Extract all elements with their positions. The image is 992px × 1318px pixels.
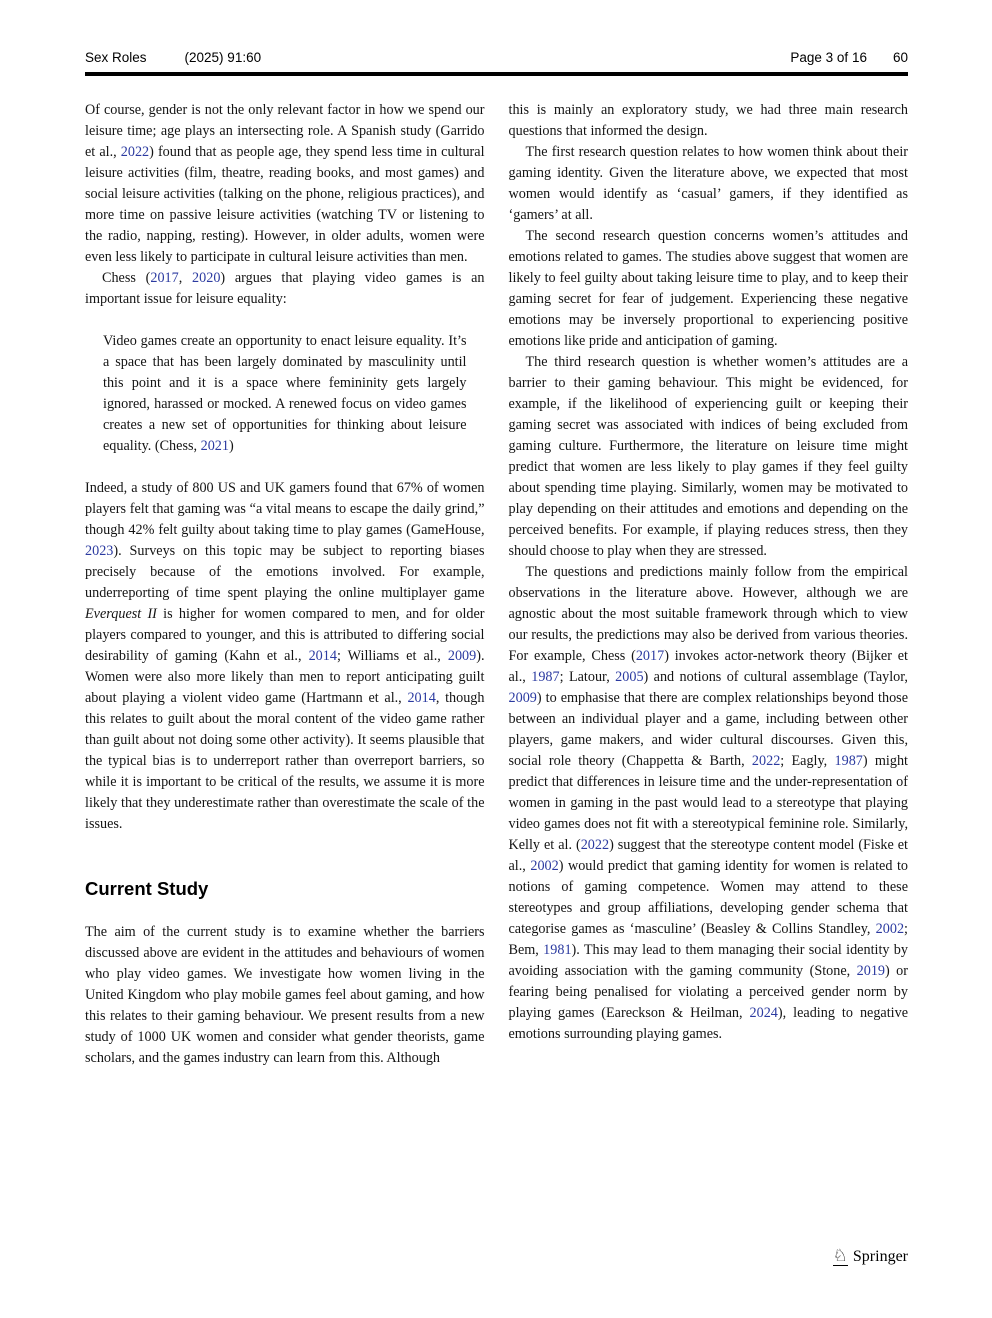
text-run: The questions and predictions mainly follow from the empirical observations in the literature above. However, although we are agnostic about the most suitable framework through which to view our results, the predictions may also be derived from various theories. For example, Chess ( bbox=[508, 563, 908, 664]
text-run: Of course, gender is not the only relevant factor in how we spend our leisure time; age plays an intersecting role. A Spanish study (Garrido et al., bbox=[85, 101, 485, 160]
citation-link[interactable]: 2005 bbox=[615, 668, 644, 685]
springer-knight-icon: ♘ bbox=[832, 1246, 848, 1265]
article-number: 60 bbox=[892, 50, 908, 65]
paragraph bbox=[85, 478, 485, 835]
citation-link[interactable]: 2022 bbox=[580, 836, 610, 853]
citation-link[interactable]: 1981 bbox=[543, 941, 572, 958]
paragraph bbox=[509, 142, 909, 226]
text-run: Video games create an opportunity to enact leisure equality. It’s a space that has been largely dominated by masculinity until this point and it is a space where femininity gets largely ignored, harassed or mocked. A renewed focus on video games creates a new set of opportunities for thinking about leisure equality. (Chess, bbox=[103, 332, 467, 454]
text-run: Indeed, a study of 800 US and UK gamers found that 67% of women players felt that gaming was “a vital means to escape the daily grind,” though 42% felt guilty about taking time to play games (GameHouse, bbox=[85, 479, 485, 538]
journal-title: Sex Roles bbox=[85, 50, 147, 65]
block-quote bbox=[103, 331, 467, 457]
citation-link[interactable]: 2002 bbox=[875, 920, 905, 937]
italic-text: Everquest II bbox=[85, 605, 157, 622]
citation-link[interactable]: 2014 bbox=[407, 689, 436, 706]
running-head-right bbox=[790, 50, 908, 65]
citation-link[interactable]: 1987 bbox=[834, 752, 863, 769]
citation-link[interactable]: 2022 bbox=[120, 143, 150, 160]
page-number: Page 3 of 16 bbox=[790, 50, 867, 65]
text-run: ). This may lead to them managing their social identity by avoiding association with the gaming community (Stone, bbox=[508, 941, 908, 979]
text-run: this is mainly an exploratory study, we had three main research questions that informed the design. bbox=[508, 101, 908, 139]
text-run: ; Williams et al., bbox=[336, 647, 448, 664]
citation-link[interactable]: 2017 bbox=[635, 647, 665, 664]
text-run: ; Eagly, bbox=[780, 752, 835, 769]
paragraph bbox=[509, 562, 909, 1045]
header-rule bbox=[85, 72, 908, 76]
citation-link[interactable]: 2017 bbox=[150, 269, 179, 286]
text-run: ). Surveys on this topic may be subject to reporting biases precisely because of the emotions involved. For example, underreporting of time spent playing the online multiplayer game bbox=[85, 542, 485, 601]
text-run: ) would predict that gaming identity for women is related to notions of gaming competence. Women may attend to these stereotypes and group affiliations, developing gender schema that categorise games as ‘masculine’ (Beasley & Collins Standley, bbox=[508, 857, 908, 937]
text-run: ) might predict that differences in leisure time and the under-representation of women in gaming in the past would lead to a stereotype that playing video games does not fit with a stereotypical feminine role. Similarly, Kelly et al. ( bbox=[508, 752, 908, 853]
citation-link[interactable]: 2020 bbox=[192, 269, 221, 286]
citation-link[interactable]: 2023 bbox=[85, 542, 114, 559]
paragraph bbox=[509, 352, 909, 562]
running-head bbox=[85, 50, 908, 65]
publisher-name: Springer bbox=[852, 1248, 908, 1265]
citation-link[interactable]: 2024 bbox=[749, 1004, 778, 1021]
text-run: ; Bem, bbox=[508, 920, 908, 958]
journal-citation: (2025) 91:60 bbox=[184, 50, 262, 65]
publisher-footer bbox=[833, 1247, 908, 1266]
text-run: , though this relates to guilt about the moral content of the video game rather than guilt about not doing some other activity). It seems plausible that the typical bias is to underreport rather than overreport barriers, so while it is important to be critical of the results, we assume it is more likely that they underestimate rather than overestimate the scale of the issues. bbox=[85, 689, 485, 832]
citation-link[interactable]: 2022 bbox=[751, 752, 781, 769]
paragraph bbox=[509, 100, 909, 142]
paragraph bbox=[509, 226, 909, 352]
paragraph bbox=[85, 100, 485, 268]
text-run: ). Women were also more likely than men to report anticipating guilt about playing a violent video game (Hartmann et al., bbox=[85, 647, 485, 706]
text-run: Chess ( bbox=[102, 269, 151, 286]
paragraph bbox=[85, 268, 485, 310]
text-run: ) found that as people age, they spend less time in cultural leisure activities (film, theatre, reading books, and most games) and social leisure activities (talking on the phone, religious practices), and more time on passive leisure activities (watching TV or listening to the radio, napping, resting). However, in older adults, women were even less likely to participate in cultural leisure activities than men. bbox=[85, 143, 485, 265]
citation-link[interactable]: 2019 bbox=[856, 962, 886, 979]
section-heading: Current Study bbox=[85, 877, 209, 899]
text-run: ) to emphasise that there are complex relationships beyond those between an individual player and a game, including between other players, game makers, and wider cultural discourses. Given this, social role theory (Chappetta & Barth, bbox=[508, 689, 908, 769]
text-run: ) argues that playing video games is an important issue for leisure equality: bbox=[85, 269, 485, 307]
text-run: ), leading to negative emotions surrounding playing games. bbox=[508, 1004, 908, 1042]
text-run: ) suggest that the stereotype content model (Fiske et al., bbox=[508, 836, 908, 874]
text-run: ; Latour, bbox=[559, 668, 616, 685]
text-run: ) bbox=[228, 437, 234, 454]
text-run: ) or fearing being penalised for violating a perceived gender norm by playing games (Eareckson & Heilman, bbox=[508, 962, 909, 1021]
paragraph bbox=[85, 922, 485, 1069]
left-column bbox=[85, 100, 485, 1069]
citation-link[interactable]: 1987 bbox=[531, 668, 560, 685]
running-head-left bbox=[85, 50, 261, 65]
two-column-body bbox=[85, 100, 908, 1069]
text-run: ) invokes actor-network theory (Bijker et al., bbox=[508, 647, 908, 685]
text-run: The aim of the current study is to examine whether the barriers discussed above are evident in the attitudes and behaviours of women who play video games. We investigate how women living in the United Kingdom who play mobile games feel about gaming, and how this relates to their gaming behaviour. We present results from a new study of 1000 UK women and consider what gender theorists, game scholars, and the games industry can learn from this. Although bbox=[85, 923, 485, 1066]
citation-link[interactable]: 2009 bbox=[508, 689, 537, 706]
citation-link[interactable]: 2009 bbox=[447, 647, 477, 664]
text-run: ) and notions of cultural assemblage (Taylor, bbox=[643, 668, 908, 685]
text-run: is higher for women compared to men, and for older players compared to younger, and this is attributed to differing social desirability of gaming (Kahn et al., bbox=[85, 605, 485, 664]
text-run: The second research question concerns women’s attitudes and emotions related to games. The studies above suggest that women are likely to feel guilty about taking leisure time to play, and to keep their gaming secret for fear of judgement. Experiencing these negative emotions may be inversely proportional to experiencing positive emotions like pride and anticipation of gaming. bbox=[508, 227, 908, 349]
citation-link[interactable]: 2014 bbox=[308, 647, 337, 664]
citation-link[interactable]: 2002 bbox=[530, 857, 559, 874]
right-column bbox=[509, 100, 909, 1069]
text-run: The third research question is whether women’s attitudes are a barrier to their gaming behaviour. This might be evidenced, for example, if the likelihood of experiencing guilt or keeping their gaming secret was associated with indices of being excluded from gaming culture. Furthermore, the literature on leisure time might predict that women are less likely to play games if they feel guilty about spending time playing. Similarly, women may be motivated to play depending on their attitudes and emotions and depending on the perceived benefits. For example, if playing reduces stress, then they should choose to play when they are stressed. bbox=[508, 353, 908, 559]
text-run: The first research question relates to how women think about their gaming identity. Given the literature above, we expected that most women would identify as ‘casual’ gamers, if they identified as ‘gamers’ at all. bbox=[508, 143, 908, 223]
citation-link[interactable]: 2021 bbox=[200, 437, 229, 454]
text-run: , bbox=[178, 269, 193, 286]
